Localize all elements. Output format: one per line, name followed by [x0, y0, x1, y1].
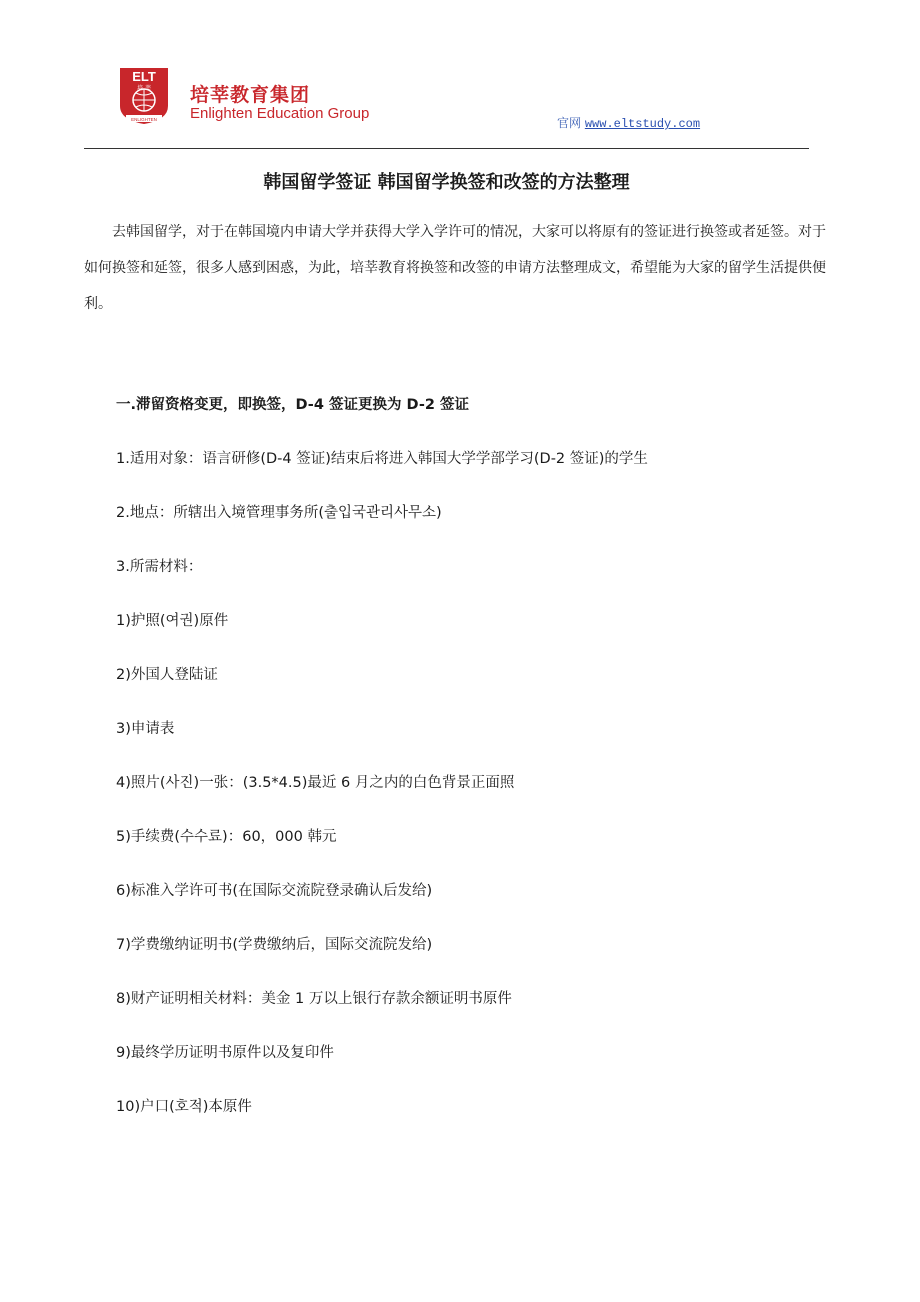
- company-logo: [118, 66, 398, 130]
- site-label: 官网: [557, 116, 582, 130]
- list-item: 1.适用对象：语言研修(D-4 签证)结束后将进入韩国大学学部学习(D-2 签证)的学生: [116, 451, 648, 467]
- list-item: 7)学费缴纳证明书(学费缴纳后，国际交流院发给): [116, 937, 433, 953]
- svg-text:ENLIGHTEN: ENLIGHTEN: [131, 117, 157, 122]
- list-item: 4)照片(사진)一张：(3.5*4.5)最近 6 月之内的白色背景正面照: [116, 775, 515, 791]
- section-heading: 一.滞留资格变更，即换签，D-4 签证更换为 D-2 签证: [116, 397, 469, 413]
- list-item: 6)标准入学许可书(在国际交流院登录确认后发给): [116, 883, 433, 899]
- list-item: 10)户口(호적)本原件: [116, 1099, 252, 1115]
- article-title: 韩国留学签证 韩国留学换签和改签的方法整理: [263, 172, 630, 193]
- list-item: 3)申请表: [116, 721, 175, 737]
- svg-text:培 莘: 培 莘: [137, 85, 151, 92]
- intro-paragraph: 去韩国留学，对于在韩国境内申请大学并获得大学入学许可的情况，大家可以将原有的签证进行换签或者延签。对于如何换签和延签，很多人感到困惑，为此，培莘教育将换签和改签的申请方法整理成文，希望能为大家的留学生活提供便利。: [84, 224, 826, 312]
- list-item: 9)最终学历证明书原件以及复印件: [116, 1045, 334, 1061]
- list-item: 3.所需材料：: [116, 559, 203, 575]
- list-item: 1)护照(여권)原件: [116, 613, 229, 629]
- header-divider: [84, 148, 809, 149]
- list-item: 2)外国人登陆证: [116, 667, 218, 683]
- list-item: 5)手续费(수수료)：60，000 韩元: [116, 829, 337, 845]
- company-name-cn: 培莘教育集团: [190, 84, 311, 106]
- company-name-en: Enlighten Education Group: [190, 105, 370, 122]
- site-url-link[interactable]: www.eltstudy.com: [584, 117, 701, 131]
- list-item: 2.地点：所辖出入境管理事务所(출입국관리사무소): [116, 505, 442, 521]
- list-item: 8)财产证明相关材料：美金 1 万以上银行存款余额证明书原件: [116, 991, 512, 1007]
- elt-badge-icon: [118, 66, 170, 126]
- svg-text:ELT: ELT: [132, 69, 156, 84]
- official-site: [557, 114, 700, 131]
